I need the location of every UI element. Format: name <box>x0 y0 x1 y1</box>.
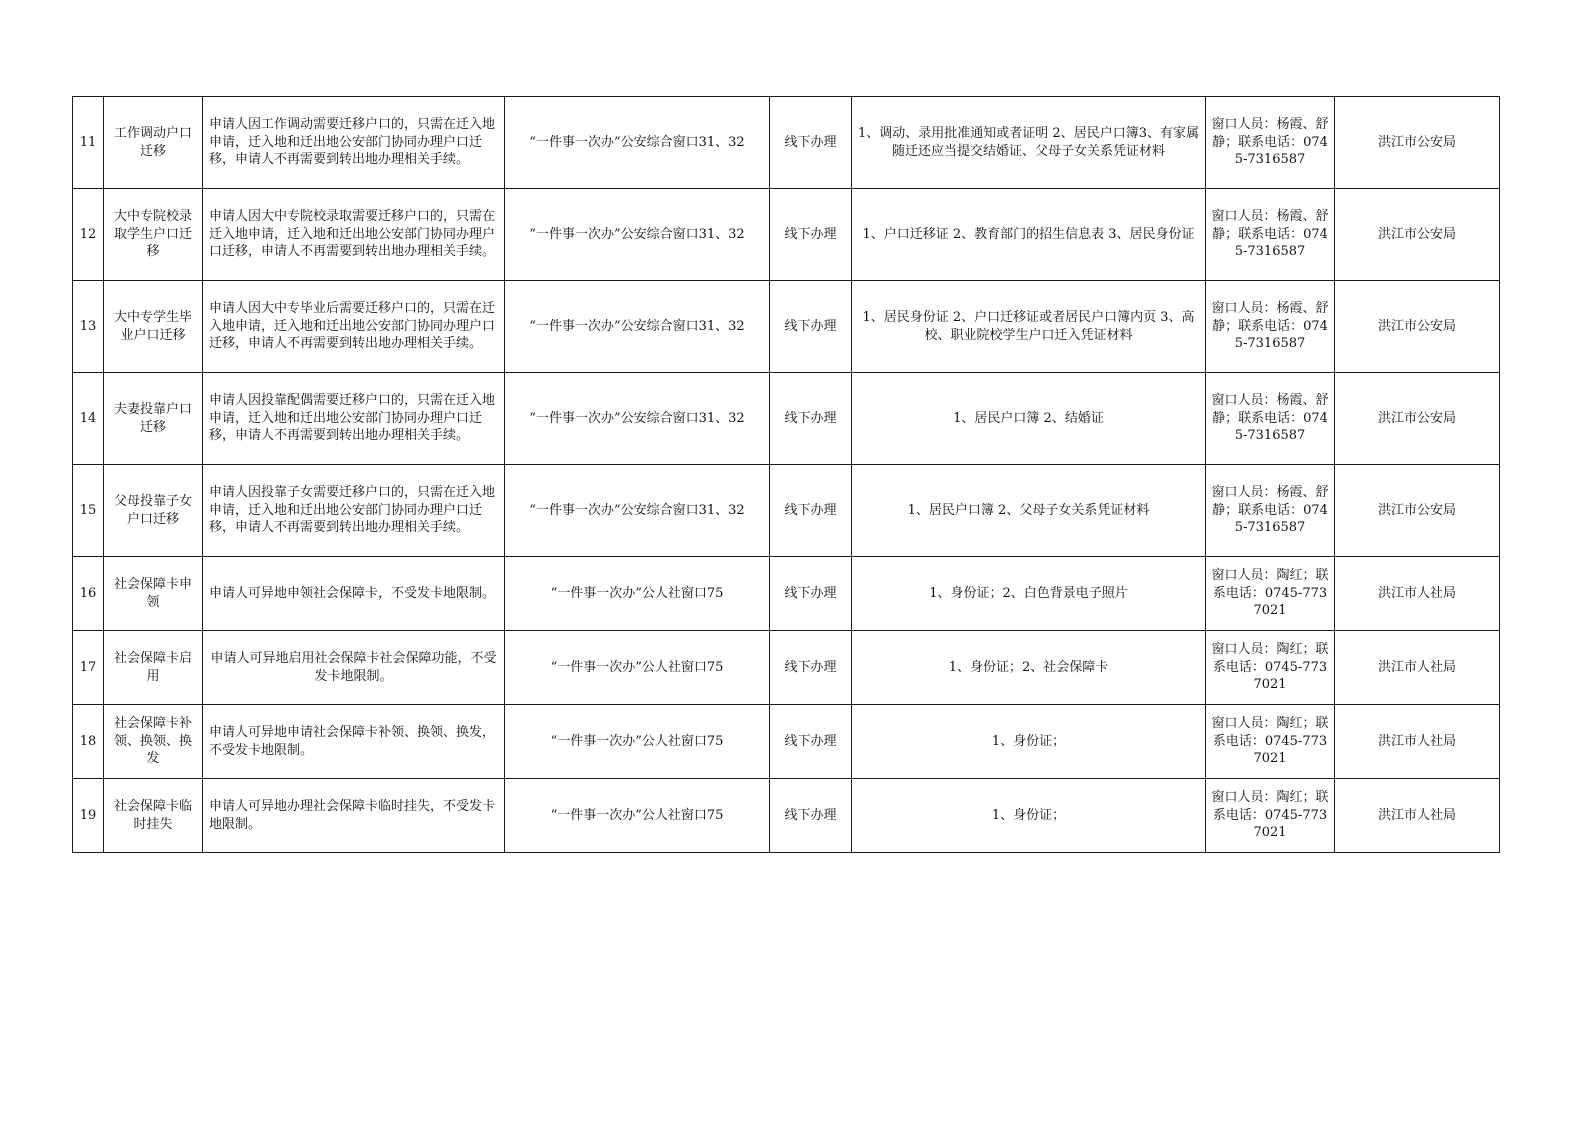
department: 洪江市公安局 <box>1335 189 1500 281</box>
service-window: “一件事一次办”公安综合窗口31、32 <box>505 281 770 373</box>
item-name: 社会保障卡启用 <box>104 631 203 705</box>
row-number: 15 <box>73 465 104 557</box>
service-window: “一件事一次办”公人社窗口75 <box>505 631 770 705</box>
handling-method: 线下办理 <box>770 97 852 189</box>
required-materials: 1、户口迁移证 2、教育部门的招生信息表 3、居民身份证 <box>852 189 1206 281</box>
required-materials: 1、居民户口簿 2、结婚证 <box>852 373 1206 465</box>
table-row <box>73 779 1500 853</box>
contact-info: 窗口人员：陶红；联系电话：0745-7737021 <box>1206 557 1335 631</box>
table-row <box>73 705 1500 779</box>
item-name: 大中专院校录取学生户口迁移 <box>104 189 203 281</box>
required-materials: 1、调动、录用批准通知或者证明 2、居民户口簿3、有家属随迁还应当提交结婚证、父母子女关系凭证材料 <box>852 97 1206 189</box>
handling-method: 线下办理 <box>770 779 852 853</box>
required-materials: 1、身份证； <box>852 705 1206 779</box>
handling-method: 线下办理 <box>770 281 852 373</box>
item-description: 申请人可异地申请社会保障卡补领、换领、换发，不受发卡地限制。 <box>203 705 505 779</box>
contact-info: 窗口人员：杨霞、舒静；联系电话：0745-7316587 <box>1206 465 1335 557</box>
department: 洪江市公安局 <box>1335 465 1500 557</box>
required-materials: 1、身份证； <box>852 779 1206 853</box>
row-number: 14 <box>73 373 104 465</box>
item-description: 申请人可异地办理社会保障卡临时挂失，不受发卡地限制。 <box>203 779 505 853</box>
item-name: 大中专学生毕业户口迁移 <box>104 281 203 373</box>
service-window: “一件事一次办”公人社窗口75 <box>505 779 770 853</box>
row-number: 19 <box>73 779 104 853</box>
contact-info: 窗口人员：杨霞、舒静；联系电话：0745-7316587 <box>1206 189 1335 281</box>
department: 洪江市人社局 <box>1335 705 1500 779</box>
department: 洪江市公安局 <box>1335 373 1500 465</box>
row-number: 12 <box>73 189 104 281</box>
service-window: “一件事一次办”公安综合窗口31、32 <box>505 465 770 557</box>
table-row <box>73 189 1500 281</box>
row-number: 18 <box>73 705 104 779</box>
item-name: 社会保障卡申领 <box>104 557 203 631</box>
item-description: 申请人可异地启用社会保障卡社会保障功能，不受发卡地限制。 <box>203 631 505 705</box>
service-window: “一件事一次办”公安综合窗口31、32 <box>505 373 770 465</box>
row-number: 13 <box>73 281 104 373</box>
item-description: 申请人因投靠子女需要迁移户口的，只需在迁入地申请，迁入地和迁出地公安部门协同办理户口迁移，申请人不再需要到转出地办理相关手续。 <box>203 465 505 557</box>
table-row <box>73 281 1500 373</box>
service-window: “一件事一次办”公安综合窗口31、32 <box>505 189 770 281</box>
department: 洪江市人社局 <box>1335 631 1500 705</box>
contact-info: 窗口人员：杨霞、舒静；联系电话：0745-7316587 <box>1206 373 1335 465</box>
item-name: 夫妻投靠户口迁移 <box>104 373 203 465</box>
table-row <box>73 373 1500 465</box>
item-name: 工作调动户口迁移 <box>104 97 203 189</box>
table-row <box>73 631 1500 705</box>
item-description: 申请人因大中专毕业后需要迁移户口的，只需在迁入地申请，迁入地和迁出地公安部门协同办理户口迁移，申请人不再需要到转出地办理相关手续。 <box>203 281 505 373</box>
handling-method: 线下办理 <box>770 705 852 779</box>
department: 洪江市人社局 <box>1335 557 1500 631</box>
service-window: “一件事一次办”公安综合窗口31、32 <box>505 97 770 189</box>
row-number: 17 <box>73 631 104 705</box>
contact-info: 窗口人员：陶红；联系电话：0745-7737021 <box>1206 779 1335 853</box>
item-description: 申请人因投靠配偶需要迁移户口的，只需在迁入地申请，迁入地和迁出地公安部门协同办理户口迁移，申请人不再需要到转出地办理相关手续。 <box>203 373 505 465</box>
row-number: 11 <box>73 97 104 189</box>
row-number: 16 <box>73 557 104 631</box>
item-name: 父母投靠子女户口迁移 <box>104 465 203 557</box>
handling-method: 线下办理 <box>770 465 852 557</box>
item-name: 社会保障卡补领、换领、换发 <box>104 705 203 779</box>
required-materials: 1、身份证；2、白色背景电子照片 <box>852 557 1206 631</box>
handling-method: 线下办理 <box>770 557 852 631</box>
handling-method: 线下办理 <box>770 373 852 465</box>
required-materials: 1、居民户口簿 2、父母子女关系凭证材料 <box>852 465 1206 557</box>
contact-info: 窗口人员：陶红；联系电话：0745-7737021 <box>1206 705 1335 779</box>
service-window: “一件事一次办”公人社窗口75 <box>505 557 770 631</box>
department: 洪江市人社局 <box>1335 779 1500 853</box>
item-name: 社会保障卡临时挂失 <box>104 779 203 853</box>
table-row <box>73 465 1500 557</box>
handling-method: 线下办理 <box>770 631 852 705</box>
department: 洪江市公安局 <box>1335 97 1500 189</box>
contact-info: 窗口人员：陶红；联系电话：0745-7737021 <box>1206 631 1335 705</box>
service-window: “一件事一次办”公人社窗口75 <box>505 705 770 779</box>
item-description: 申请人因大中专院校录取需要迁移户口的，只需在迁入地申请，迁入地和迁出地公安部门协同办理户口迁移，申请人不再需要到转出地办理相关手续。 <box>203 189 505 281</box>
item-description: 申请人可异地申领社会保障卡，不受发卡地限制。 <box>203 557 505 631</box>
table-row <box>73 557 1500 631</box>
department: 洪江市公安局 <box>1335 281 1500 373</box>
item-description: 申请人因工作调动需要迁移户口的，只需在迁入地申请，迁入地和迁出地公安部门协同办理户口迁移，申请人不再需要到转出地办理相关手续。 <box>203 97 505 189</box>
contact-info: 窗口人员：杨霞、舒静；联系电话：0745-7316587 <box>1206 97 1335 189</box>
table-row <box>73 97 1500 189</box>
handling-method: 线下办理 <box>770 189 852 281</box>
required-materials: 1、身份证；2、社会保障卡 <box>852 631 1206 705</box>
service-table <box>72 96 1500 853</box>
required-materials: 1、居民身份证 2、户口迁移证或者居民户口簿内页 3、高校、职业院校学生户口迁入凭证材料 <box>852 281 1206 373</box>
contact-info: 窗口人员：杨霞、舒静；联系电话：0745-7316587 <box>1206 281 1335 373</box>
